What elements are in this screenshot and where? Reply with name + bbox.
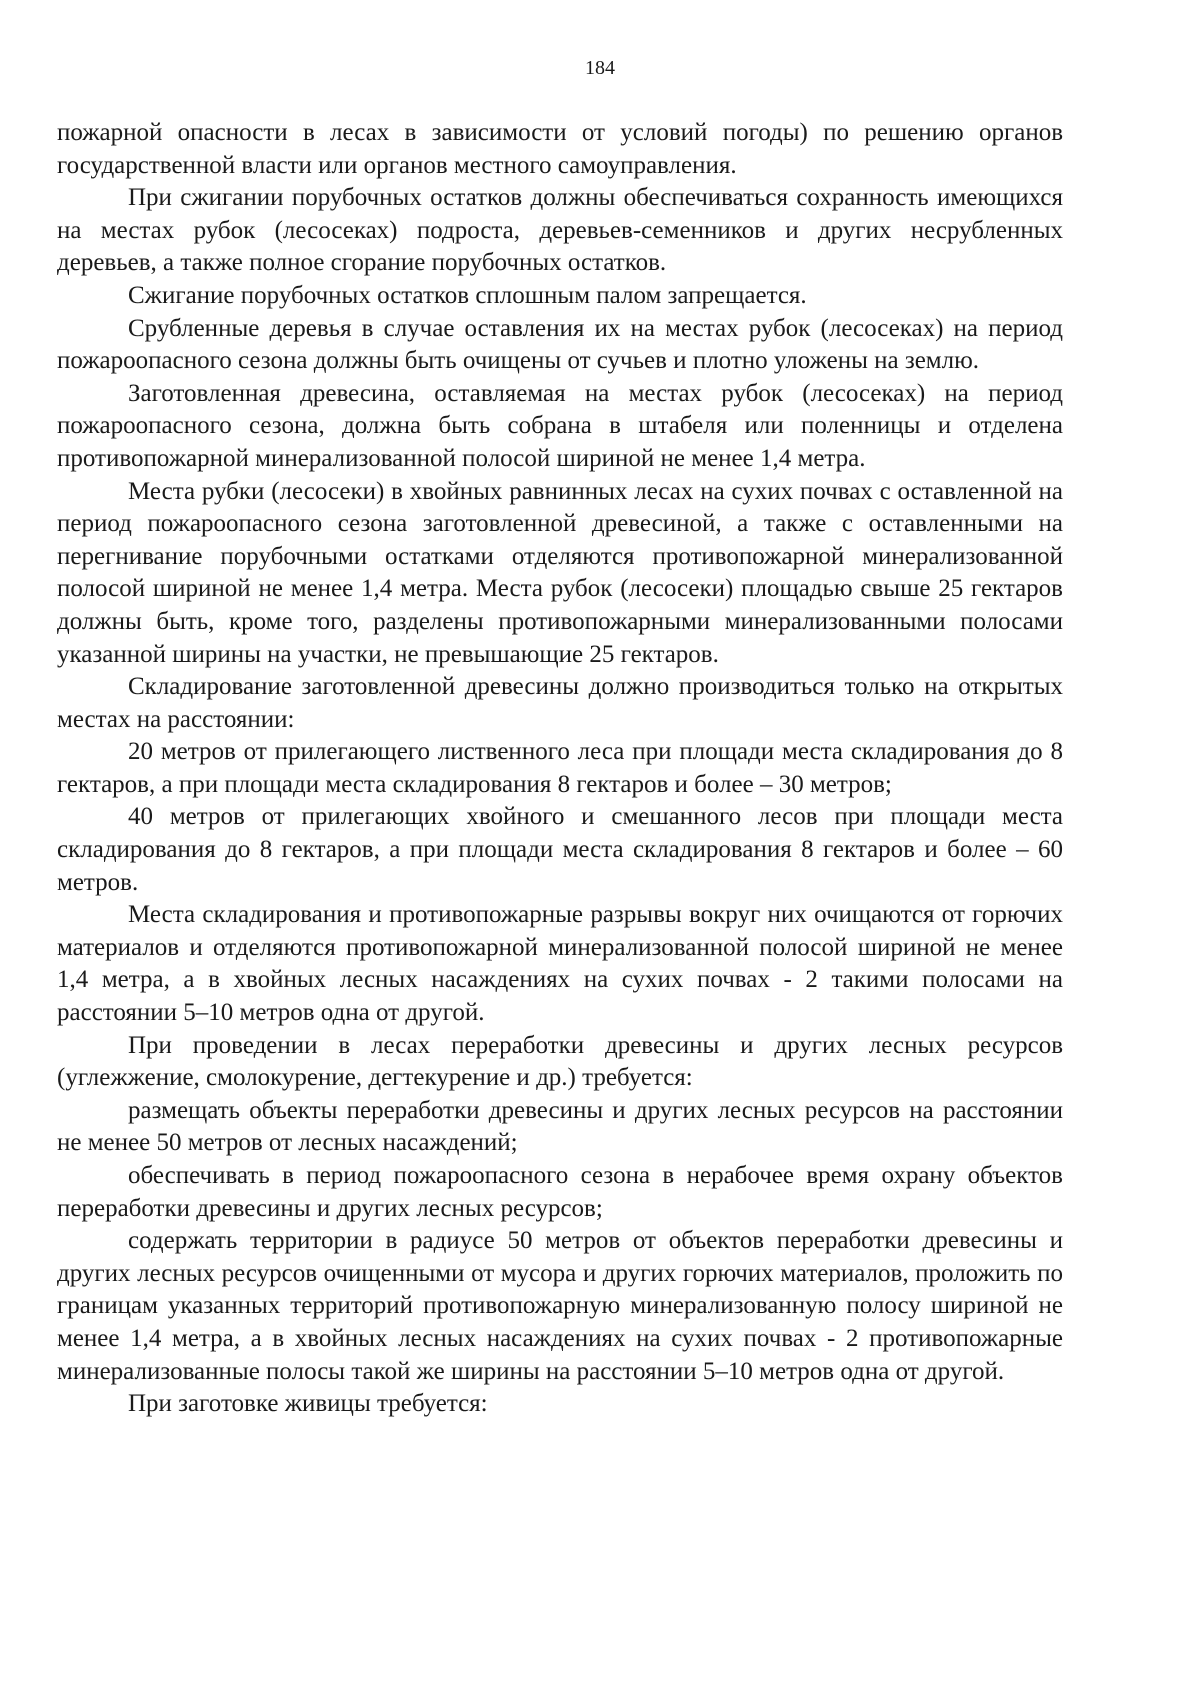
paragraph: содержать территории в радиусе 50 метров от объектов переработки древесины и других лесных ресурсов очищенными от мусора и других горючих материалов, проложить по границам указанных территорий противопожарную минерализованную полосу шириной не менее 1,4 метра, а в хвойных лесных насаждениях на сухих почвах - 2 противопожарные минерализованные полосы такой же ширины на расстоянии 5–10 метров одна от другой. bbox=[57, 1227, 1063, 1385]
paragraph-continuation: пожарной опасности в лесах в зависимости от условий погоды) по решению органов государственной власти или органов местного самоуправления. bbox=[57, 119, 1063, 179]
paragraph: обеспечивать в период пожароопасного сезона в нерабочее время охрану объектов переработки древесины и других лесных ресурсов; bbox=[57, 1162, 1063, 1222]
paragraph: Места рубки (лесосеки) в хвойных равнинных лесах на сухих почвах с оставленной на период пожароопасного сезона заготовленной древесиной, а также с оставленными на перегнивание порубочными остатками отделяются противопожарной минерализованной полосой шириной не менее 1,4 метра. Места рубок (лесосеки) площадью свыше 25 гектаров должны быть, кроме того, разделены противопожарными минерализованными полосами указанной ширины на участки, не превышающие 25 гектаров. bbox=[57, 477, 1063, 668]
paragraph: При проведении в лесах переработки древесины и других лесных ресурсов (углежжение, смолокурение, дегтекурение и др.) требуется: bbox=[57, 1031, 1063, 1092]
paragraph: Места складирования и противопожарные разрывы вокруг них очищаются от горючих материалов и отделяются противопожарной минерализованной полосой шириной не менее 1,4 метра, а в хвойных лесных насаждениях на сухих почвах - 2 такими полосами на расстоянии 5–10 метров одна от другой. bbox=[57, 901, 1063, 1027]
paragraph: При сжигании порубочных остатков должны обеспечиваться сохранность имеющихся на местах рубок (лесосеках) подроста, деревьев-семенников и других несрубленных деревьев, а также полное сгорание порубочных остатков. bbox=[57, 184, 1063, 277]
paragraph: Срубленные деревья в случае оставления их на местах рубок (лесосеках) на период пожароопасного сезона должны быть очищены от сучьев и плотно уложены на землю. bbox=[57, 314, 1063, 375]
paragraph: Заготовленная древесина, оставляемая на местах рубок (лесосеках) на период пожароопасного сезона, должна быть собрана в штабеля или поленницы и отделена противопожарной минерализованной полосой шириной не менее 1,4 метра. bbox=[57, 379, 1063, 472]
paragraph: 40 метров от прилегающих хвойного и смешанного лесов при площади места складирования до 8 гектаров, а при площади места складирования 8 гектаров и более – 60 метров. bbox=[57, 803, 1063, 896]
paragraph: Складирование заготовленной древесины должно производиться только на открытых местах на расстоянии: bbox=[57, 673, 1063, 733]
document-body bbox=[57, 117, 1063, 1421]
paragraph: При заготовке живицы требуется: bbox=[128, 1390, 488, 1418]
page-number: 184 bbox=[585, 57, 615, 79]
paragraph: размещать объекты переработки древесины и других лесных ресурсов на расстоянии не менее 50 метров от лесных насаждений; bbox=[57, 1096, 1063, 1157]
paragraph: 20 метров от прилегающего лиственного леса при площади места складирования до 8 гектаров, а при площади места складирования 8 гектаров и более – 30 метров; bbox=[57, 738, 1063, 798]
paragraph: Сжигание порубочных остатков сплошным палом запрещается. bbox=[128, 281, 807, 309]
